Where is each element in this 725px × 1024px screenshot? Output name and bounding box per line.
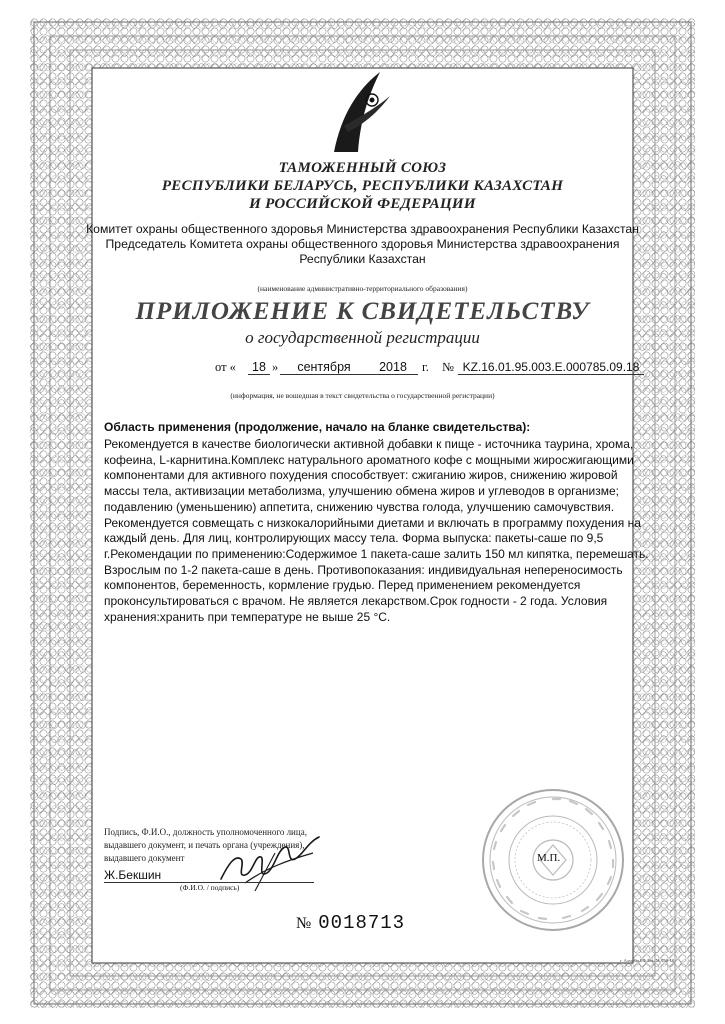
scope-heading: Область применения (продолжение, начало на бланке свидетельства): (104, 420, 531, 434)
signature-caption-line-1: Подпись, Ф.И.О., должность уполномоченного лица, (104, 827, 307, 837)
date-month: сентября (280, 360, 368, 375)
date-day: 18 (248, 360, 270, 375)
stamp-place-label: М.П. (537, 852, 561, 864)
body-line: кофеина, L-карнитина.Комплекс натурального ароматного кофе с мощными жиросжигающими (104, 452, 634, 467)
customs-union-emblem-icon (330, 66, 394, 154)
signer-name: Ж.Бекшин (104, 868, 162, 882)
registration-number: KZ.16.01.95.003.Е.000785.09.18 (458, 360, 644, 375)
body-line: Рекомендуется в качестве биологически активной добавки к пище - источника таурина, хрома, (104, 437, 634, 451)
body-line: массы тела, активизации метаболизма, улучшению обмена жиров и углеводов в организме; (104, 484, 620, 499)
date-year-suffix: г. (422, 360, 429, 374)
date-prefix: от « (215, 360, 236, 374)
form-number-digits: 0018713 (318, 912, 406, 934)
signature-caption-line-3: выдавшего документ (104, 853, 185, 863)
body-line: проконсультироваться с врачом. Не является лекарством.Срок годности - 2 года. Условия (104, 594, 608, 609)
committee-line-3: Республики Казахстан (299, 252, 426, 266)
committee-line-1: Комитет охраны общественного здоровья Министерства здравоохранения Республики Казахстан (86, 222, 639, 236)
date-day-close: » (272, 360, 279, 374)
application-scope-text (104, 437, 649, 625)
body-line: хранения:хранить при температуре не выше 25 °С. (104, 609, 391, 624)
reg-number-sign: № (442, 360, 454, 374)
signature-caption-line-2: выдавшего документ, и печать органа (учреждения), (104, 840, 305, 850)
body-line: г.Рекомендации по применению:Содержимое 1 пакета-саше залить 150 мл кипятка, перемешать. (104, 546, 649, 561)
body-line: компонентов, беременность, кормление грудью. Перед применением рекомендуется (104, 578, 581, 593)
printer-mark: г. Алматы БФ Зак. № 768-18 (620, 958, 674, 963)
signature-line-hint: (Ф.И.О. / подпись) (180, 883, 240, 892)
body-line: Взрослым по 1-2 пакета-саше в день. Противопоказания: индивидуальная непереносимость (104, 562, 623, 577)
committee-line-2: Председатель Комитета охраны общественного здоровья Министерства здравоохранения (105, 237, 620, 251)
document-subtitle: о государственной регистрации (245, 328, 480, 347)
body-line: Рекомендуется совмещать с низкокалорийными диетами и включать в программу похудения на (104, 515, 641, 530)
form-number-sign: № (296, 915, 313, 932)
body-line: компонентами для активного похудения способствует: сжиганию жиров, снижению жировой (104, 468, 618, 483)
body-line: каждый день. Для лиц, контролирующих массу тела. Форма выпуска: пакеты-саше по 9,5 (104, 531, 604, 546)
info-caption: (информация, не вошедшая в текст свидетельства о государственной регистрации) (230, 391, 495, 400)
document-title: ПРИЛОЖЕНИЕ К СВИДЕТЕЛЬСТВУ (135, 298, 590, 325)
admin-territory-caption: (наименование административно-территориального образования) (257, 284, 468, 293)
date-year: 2018 (368, 360, 418, 375)
union-name-line-1: ТАМОЖЕННЫЙ СОЮЗ (278, 160, 447, 176)
union-name-line-3: И РОССИЙСКОЙ ФЕДЕРАЦИИ (249, 196, 476, 212)
body-line: подавлению (уменьшению) аппетита, снижению чувства голода, улучшению самочувствия. (104, 499, 615, 514)
union-name-line-2: РЕСПУБЛИКИ БЕЛАРУСЬ, РЕСПУБЛИКИ КАЗАХСТАН (161, 178, 564, 194)
form-number (296, 912, 405, 934)
